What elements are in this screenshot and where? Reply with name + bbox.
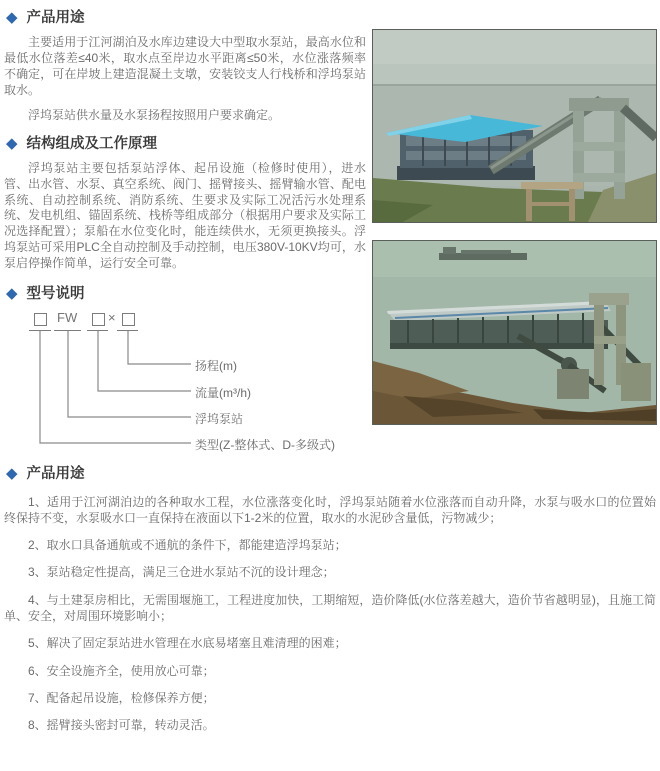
- photo-pump-station-lakeside: [372, 29, 657, 223]
- feature-item-1: 1、适用于江河湖泊边的各种取水工程，水位涨落变化时，浮坞泵站随着水位涨落而自动升降，水泵与吸水口的位置始终保持不变，水泵吸水口一直保持在液面以下1-2米的位置，取水的水泥砂含量低，污物减少；: [4, 494, 656, 525]
- section-title: 型号说明: [26, 285, 85, 302]
- model-code-box-head: [122, 313, 135, 326]
- section-title: 产品用途: [26, 466, 85, 483]
- model-code-underline: [54, 330, 81, 331]
- section-title: 结构组成及工作原理: [26, 135, 158, 152]
- diamond-bullet-icon: ◆: [6, 9, 18, 27]
- section-header-product-use-top: [6, 10, 366, 27]
- diamond-bullet-icon: ◆: [6, 134, 18, 152]
- feature-item-8: 8、摇臂接头密封可靠，转动灵活。: [28, 718, 215, 733]
- model-label-head: 扬程(m): [195, 359, 237, 374]
- diamond-bullet-icon: ◆: [6, 284, 18, 302]
- model-label-type: 类型(Z-整体式、D-多级式): [195, 438, 335, 453]
- feature-item-2: 2、取水口具备通航或不通航的条件下，都能建造浮坞泵站；: [28, 538, 347, 553]
- photo-column: [372, 29, 657, 442]
- photo-pump-station-barge: [372, 240, 657, 425]
- section-header-model: [6, 286, 366, 303]
- diamond-bullet-icon: ◆: [6, 465, 18, 483]
- photo-pump-station-lakeside-image: [373, 30, 656, 222]
- model-code-box-flow: [92, 313, 105, 326]
- use-top-paragraph-1: 主要适用于江河湖泊及水库边建设大中型取水泵站，最高水位和最低水位落差≤40米，取水点至岸边水平距离≤50米，水位涨落频率不确定，可在岸坡上建造混凝土支墩，安装铰支人行栈桥和浮坞泵站取水。: [4, 35, 366, 97]
- structure-paragraph: 浮坞泵站主要包括泵站浮体、起吊设施（检修时使用），进水管、出水管、水泵、真空系统、阀门、摇臂接头、摇臂输水管、配电系统、自动控制系统、消防系统、生要求及实际工况活污水处理系统、发电机组、锚固系统、栈桥等组成部分（根据用户要求及实际工况选择配置）；泵船在水位变化时，能连续供水，无须更换接头。浮坞泵站可采用PLC全自动控制及手动控制，电压380V-10KV均可，水泵启停操作简单，运行安全可靠。: [4, 160, 366, 270]
- feature-item-4: 4、与土建泵房相比，无需围堰施工，工程进度加快，工期缩短，造价降低(水位落差越大，造价节省越明显)，且施工简单、安全，对周围环境影响小；: [4, 592, 656, 624]
- section-header-product-use-bottom: [6, 466, 656, 483]
- model-code-box-type: [34, 313, 47, 326]
- section-product-use-bottom: [3, 466, 656, 734]
- feature-item-3: 3、泵站稳定性提高，满足三仓进水泵站不沉的设计理念；: [28, 565, 335, 580]
- model-code-underline: [117, 330, 138, 331]
- feature-item-6: 6、安全设施齐全，使用放心可靠；: [28, 663, 215, 678]
- feature-item-7: 7、配备起吊设施，检修保养方便；: [28, 691, 215, 705]
- use-top-paragraph-2: 浮坞泵站供水量及水泵扬程按照用户要求确定。: [28, 107, 281, 122]
- feature-item-5: 5、解决了固定泵站进水管理在水底易堵塞且难清理的困难；: [28, 636, 347, 651]
- model-code-times-sign: ×: [108, 310, 116, 326]
- section-title: 产品用途: [26, 10, 85, 26]
- model-label-station: 浮坞泵站: [195, 412, 244, 427]
- model-code-diagram: [3, 310, 363, 458]
- model-code-underline: [87, 330, 108, 331]
- photo-pump-station-barge-image: [373, 241, 656, 424]
- section-header-structure: [6, 136, 366, 153]
- model-code-underline: [29, 330, 51, 331]
- model-label-flow: 流量(m³/h): [195, 386, 251, 401]
- model-code-series: FW: [57, 310, 78, 326]
- left-column: [3, 10, 366, 458]
